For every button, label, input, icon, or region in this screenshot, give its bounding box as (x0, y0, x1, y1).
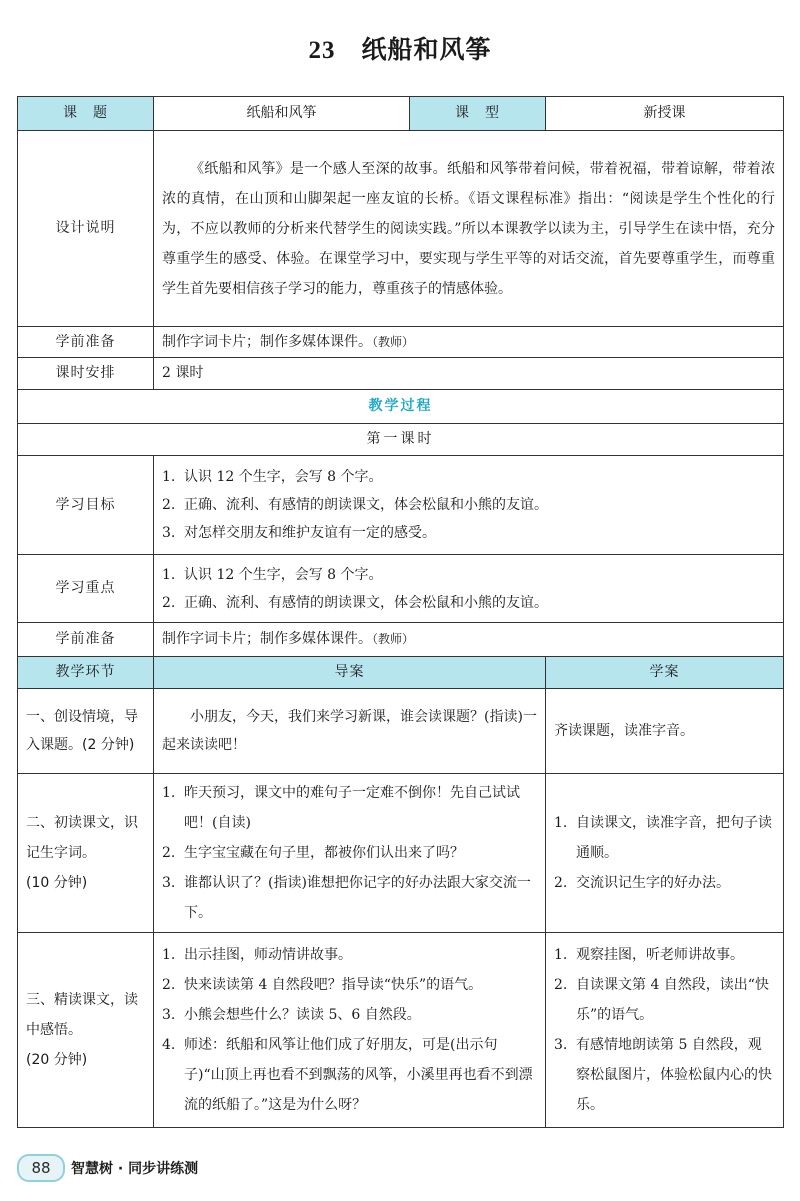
list-item: 1. 认识 12 个生字，会写 8 个字。 (162, 566, 383, 583)
prep2-text: 制作字词卡片；制作多媒体课件。 (162, 631, 372, 647)
prep2-row (18, 623, 784, 657)
process-heading: 教学过程 (18, 390, 784, 424)
list-item: 1. 认识 12 个生字，会写 8 个字。 (162, 469, 383, 485)
step-2-label: 二、初读课文，识 记生字词。 (10 分钟) (18, 774, 154, 933)
topic-label: 课 题 (18, 97, 154, 131)
design-row (18, 131, 784, 327)
col-step-header: 教学环节 (18, 657, 154, 689)
design-cell (154, 131, 784, 327)
step-3-guide (154, 933, 546, 1128)
list-item: 2. 交流识记生字的好办法。 (554, 875, 730, 891)
step-1-label: 一、创设情境，导入课题。(2 分钟) (18, 689, 154, 774)
list-item: 3. 有感情地朗读第 5 自然段，观察松鼠图片，体验松鼠内心的快乐。 (554, 1037, 772, 1113)
type-label: 课 型 (410, 97, 546, 131)
focus-cell (154, 555, 784, 623)
page-title (0, 30, 800, 66)
step-1-guide-text: 小朋友，今天，我们来学习新课，谁会读课题？(指读)一起来读读吧！ (162, 709, 537, 753)
list-item: 1. 观察挂图，听老师讲故事。 (554, 947, 744, 963)
goals-list (162, 459, 775, 551)
page-number: 88 (17, 1154, 65, 1182)
prep2-note: （教师） (372, 632, 415, 646)
period-heading: 第一课时 (18, 424, 784, 456)
step-2-guide (154, 774, 546, 933)
goals-cell (154, 456, 784, 555)
page-footer (17, 1153, 317, 1183)
prep2-label: 学前准备 (18, 623, 154, 657)
goals-label: 学习目标 (18, 456, 154, 555)
step-2-study (546, 774, 784, 933)
step-1-guide (154, 689, 546, 774)
list-item: 1. 昨天预习，课文中的难句子一定难不倒你！先自己试试吧！(自读) (162, 785, 520, 831)
prep-cell (154, 327, 784, 358)
list-item: 3. 小熊会想些什么？读读 5、6 自然段。 (162, 1007, 421, 1023)
prep-label: 学前准备 (18, 327, 154, 358)
step-1-study: 齐读课题，读准字音。 (546, 689, 784, 774)
brand-name: 智慧树 · 同步讲练测 (71, 1161, 199, 1177)
step-3-label: 三、精读课文，读 中感悟。 (20 分钟) (18, 933, 154, 1128)
topic-row (18, 97, 784, 131)
focus-label: 学习重点 (18, 555, 154, 623)
list-item: 2. 正确、流利、有感情的朗读课文，体会松鼠和小熊的友谊。 (162, 497, 548, 513)
list-item: 3. 对怎样交朋友和维护友谊有一定的感受。 (162, 525, 436, 541)
focus-row (18, 555, 784, 623)
lesson-plan-table (17, 96, 784, 1128)
hours-label: 课时安排 (18, 358, 154, 390)
lesson-title: 纸船和风筝 (361, 35, 492, 64)
col-guide-header: 导案 (154, 657, 546, 689)
type-value: 新授课 (546, 97, 784, 131)
prep-row (18, 327, 784, 358)
step-3-study (546, 933, 784, 1128)
list-item: 2. 自读课文第 4 自然段，读出“快乐”的语气。 (554, 977, 769, 1023)
prep-text: 制作字词卡片；制作多媒体课件。 (162, 333, 372, 350)
step-row-3 (18, 933, 784, 1128)
goals-row (18, 456, 784, 555)
focus-list (162, 557, 775, 621)
topic-value: 纸船和风筝 (154, 97, 410, 131)
prep-note: （教师） (372, 334, 415, 349)
list-item: 3. 谁都认识了？(指读)谁想把你记字的好办法跟大家交流一下。 (162, 875, 531, 921)
list-item: 1. 出示挂图，师动情讲故事。 (162, 947, 352, 963)
list-item: 2. 生字宝宝藏在句子里，都被你们认出来了吗？ (162, 845, 464, 861)
column-header-row (18, 657, 784, 689)
lesson-number: 23 (308, 37, 336, 64)
process-heading-row (18, 390, 784, 424)
hours-text: 2 课时 (154, 358, 784, 390)
col-study-header: 学案 (546, 657, 784, 689)
list-item: 4. 师述：纸船和风筝让他们成了好朋友，可是(出示句子)“山顶上再也看不到飘荡的风筝，小溪里再也看不到漂流的纸船了。”这是为什么呀？ (162, 1037, 533, 1113)
list-item: 1. 自读课文，读准字音，把句子读通顺。 (554, 815, 772, 861)
step-row-2 (18, 774, 784, 933)
list-item: 2. 正确、流利、有感情的朗读课文，体会松鼠和小熊的友谊。 (162, 594, 548, 611)
design-text: 《纸船和风筝》是一个感人至深的故事。纸船和风筝带着问候，带着祝福，带着谅解，带着浓浓的真情，在山顶和山脚架起一座友谊的长桥。《语文课程标准》指出：“阅读是学生个性化的行为，不应以教师的分析来代替学生的阅读实践。”所以本课教学以读为主，引导学生在读中悟，充分尊重学生的感受、体验。在课堂学习中，要实现与学生平等的对话交流，首先要尊重学生，而尊重学生首先要相信孩子学习的能力，尊重孩子的情感体验。 (162, 160, 775, 297)
design-label: 设计说明 (18, 131, 154, 327)
list-item: 2. 快来读读第 4 自然段吧？指导读“快乐”的语气。 (162, 977, 483, 993)
hours-row (18, 358, 784, 390)
prep2-cell (154, 623, 784, 657)
step-row-1 (18, 689, 784, 774)
period-row (18, 424, 784, 456)
